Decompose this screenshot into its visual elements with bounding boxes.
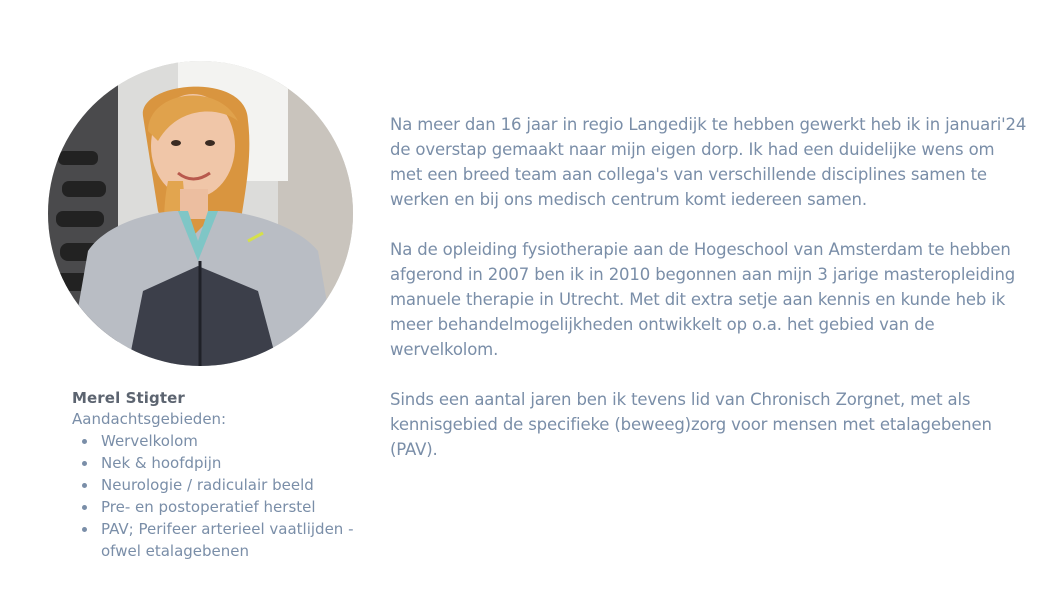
bio-paragraph: Na meer dan 16 jaar in regio Langedijk te hebben gewerkt heb ik in januari'24 de overstap gemaakt naar mijn eigen dorp. Ik had een duidelijke wens om met een breed team aan collega's van verschillende disciplines samen te werken en bij ons medisch centrum komt iedereen samen.: [390, 115, 1027, 209]
profile-photo-illustration: [48, 61, 353, 366]
bullet-icon: [82, 439, 87, 444]
list-item: [72, 452, 362, 474]
focus-area-text: Neurologie / radiculair beeld: [101, 476, 314, 494]
list-item: [72, 430, 362, 452]
profile-photo: [48, 61, 353, 366]
bio-paragraph: Sinds een aantal jaren ben ik tevens lid van Chronisch Zorgnet, met als kennisgebied de specifieke (beweeg)zorg voor mensen met etalagebenen (PAV).: [390, 390, 992, 459]
list-item: [72, 474, 362, 496]
focus-areas-label: Aandachtsgebieden:: [72, 410, 227, 428]
list-item: [72, 496, 362, 518]
therapist-name: Merel Stigter: [72, 389, 185, 407]
focus-area-text: PAV; Perifeer arterieel vaatlijden - ofwel etalagebenen: [101, 520, 354, 560]
bio-paragraph: Na de opleiding fysiotherapie aan de Hogeschool van Amsterdam te hebben afgerond in 2007 ben ik in 2010 begonnen aan mijn 3 jarige masteropleiding manuele therapie in Utrecht. Met dit extra setje aan kennis en kunde heb ik meer behandelmogelijkheden ontwikkelt op o.a. het gebied van de wervelkolom.: [390, 240, 1016, 359]
bullet-icon: [82, 483, 87, 488]
bullet-icon: [82, 527, 87, 532]
bullet-icon: [82, 505, 87, 510]
bullet-icon: [82, 461, 87, 466]
bio-section: [390, 112, 1030, 487]
focus-area-text: Nek & hoofdpijn: [101, 454, 222, 472]
focus-area-text: Pre- en postoperatief herstel: [101, 498, 316, 516]
profile-details: [72, 388, 372, 562]
list-item: [72, 518, 362, 562]
focus-areas-list: [72, 430, 372, 562]
focus-area-text: Wervelkolom: [101, 432, 198, 450]
